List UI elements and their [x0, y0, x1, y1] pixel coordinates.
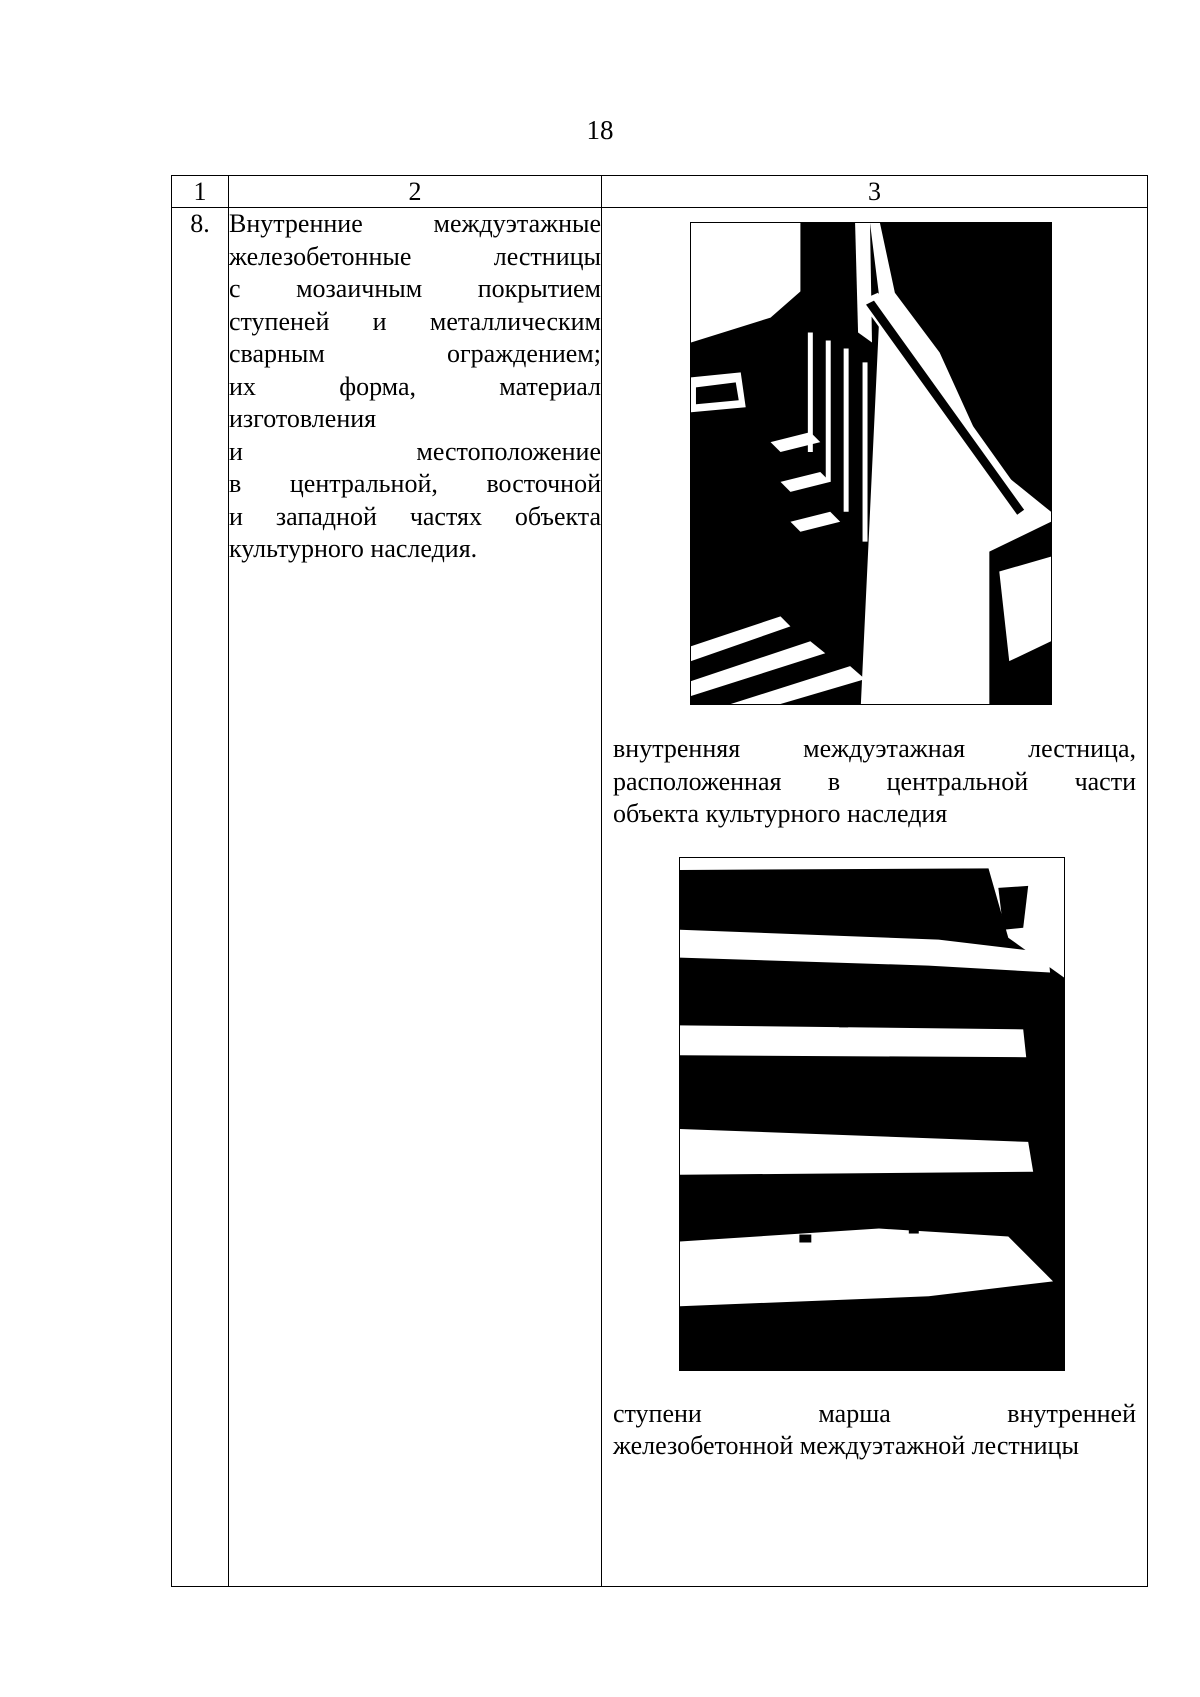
description-line: железобетонные лестницы: [229, 241, 601, 271]
objects-table: [171, 175, 1148, 1587]
row-number: 8.: [172, 208, 229, 1587]
column-header-3: 3: [602, 176, 1148, 208]
steps-photo: [679, 857, 1065, 1371]
steps-photo-graphic: [680, 858, 1064, 1370]
description-line: и западной частях объекта: [229, 501, 601, 531]
description-line: с мозаичным покрытием: [229, 274, 601, 303]
description-line: культурного наследия.: [229, 534, 478, 563]
description-line: их форма, материал: [229, 371, 601, 401]
column-header-2: 2: [229, 176, 602, 208]
photo-column: [602, 208, 1148, 1587]
photo-1-caption: [602, 733, 1147, 831]
description-line: изготовления: [229, 404, 377, 433]
photo-2-caption: [602, 1398, 1147, 1463]
description-line: и местоположение: [229, 436, 601, 466]
staircase-photo-graphic: [691, 223, 1051, 704]
description-line: в центральной, восточной: [229, 469, 601, 498]
table-row: [172, 208, 1148, 1587]
caption-line: ступени марша внутренней: [613, 1398, 1136, 1428]
column-header-1: 1: [172, 176, 229, 208]
description-line: ступеней и металлическим: [229, 306, 601, 336]
description-line: Внутренние междуэтажные: [229, 209, 601, 238]
object-description: [229, 208, 602, 1587]
page-number: 18: [586, 115, 614, 145]
table-header-row: [172, 176, 1148, 208]
staircase-photo: [690, 222, 1052, 705]
caption-line: объекта культурного наследия: [613, 799, 948, 828]
caption-line: железобетонной междуэтажной лестницы: [613, 1431, 1079, 1460]
description-line: сварным ограждением;: [229, 339, 601, 368]
caption-line: внутренняя междуэтажная лестница,: [613, 734, 1136, 763]
caption-line: расположенная в центральной части: [613, 766, 1136, 796]
